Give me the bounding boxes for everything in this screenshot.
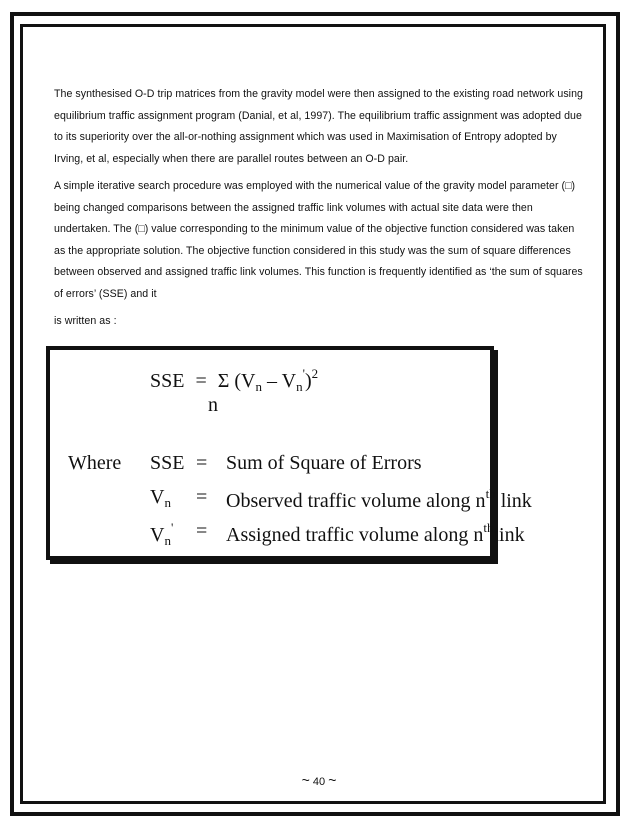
- formula-minus: – V: [262, 370, 297, 392]
- where-row-1-desc: Sum of Square of Errors: [226, 452, 422, 474]
- formula-prime: ': [302, 366, 305, 381]
- formula-sum-index: n: [208, 394, 218, 416]
- formula-open: (V: [234, 370, 256, 392]
- formula-sub-1: n: [255, 379, 262, 394]
- formula-exponent: 2: [311, 366, 319, 381]
- body-text: [54, 84, 584, 333]
- formula-image: [46, 346, 532, 560]
- where-row-2-desc: Observed traffic volume along $n^{th}$ link: [226, 486, 532, 512]
- page-deco-right: ~: [328, 772, 337, 788]
- formula-equals: =: [195, 370, 207, 392]
- formula-sigma: Σ: [217, 370, 230, 392]
- where-row-3-eq: =: [196, 520, 208, 542]
- where-row-1-eq: =: [196, 452, 208, 474]
- where-row-1-sym: SSE: [150, 452, 185, 474]
- sse-formula: [50, 350, 532, 556]
- formula-close: ): [304, 370, 312, 392]
- formula-lhs: SSE: [150, 370, 185, 392]
- page-number-value: 40: [312, 776, 326, 788]
- lead-in-text: is written as :: [54, 315, 117, 327]
- page-number: [0, 772, 638, 788]
- paragraph-1: The synthesised O-D trip matrices from the gravity model were then assigned to the existing road network using equilibrium traffic assignment program (Danial, et al, 1997). The equilibrium traffic assignment was adopted due to its superiority over the all-or-nothing assignment which was used in Maximisation of Entropy adopted by Irving, et al, especially when there are parallel routes between an O-D pair.: [54, 88, 583, 165]
- where-row-2-eq: =: [196, 486, 208, 508]
- formula-main-line: [150, 366, 318, 395]
- where-row-3-desc: Assigned traffic volume along $n^{th}link$: [226, 520, 525, 546]
- where-label: Where: [68, 452, 122, 474]
- where-row-2-sym: $V_n$: [150, 486, 171, 510]
- page-deco-left: ~: [301, 772, 310, 788]
- where-row-3-sym: $V_n'$: [150, 520, 174, 548]
- formula-sub-2: n: [296, 379, 303, 394]
- paragraph-2: A simple iterative search procedure was employed with the numerical value of the gravity model parameter (□) being changed comparisons between the assigned traffic link volumes with actual site data were then undertaken. The (□) value corresponding to the minimum value of the objective function considered was taken as the appropriate solution. The objective function considered in this study was the sum of square differences between observed and assigned traffic link volumes. This function is frequently identified as ‘the sum of squares of errors’ (SSE) and it: [54, 180, 583, 300]
